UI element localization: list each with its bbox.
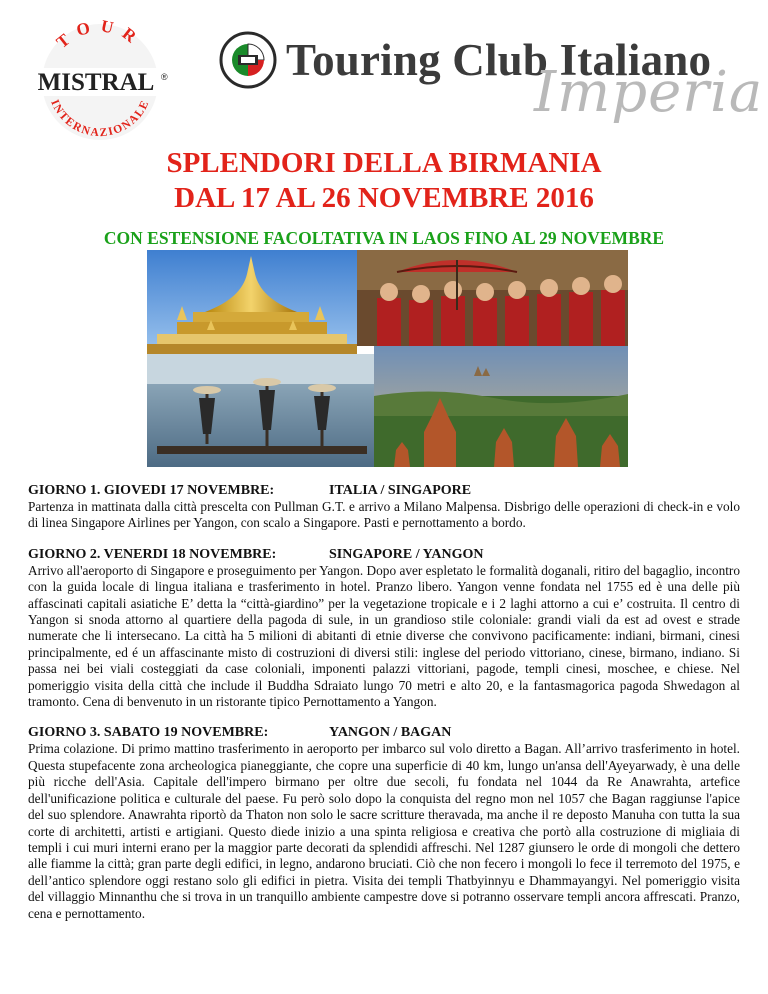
leg-rowers-photo — [147, 354, 374, 467]
day-route: YANGON / BAGAN — [329, 725, 452, 741]
day-1 — [28, 482, 740, 532]
day-heading — [28, 724, 740, 741]
mistral-logo — [30, 18, 170, 143]
mistral-ring-top: TOUR — [52, 18, 148, 52]
page-title-line1: SPLENDORI DELLA BIRMANIA — [166, 147, 602, 179]
itinerary — [28, 482, 740, 936]
bagan-temples-photo — [374, 346, 628, 467]
golden-pagoda-photo — [147, 250, 357, 354]
day-heading — [28, 482, 740, 499]
tci-imperia-subtitle: Imperia — [534, 60, 764, 125]
mistral-brand: MISTRAL — [37, 69, 155, 96]
day-3 — [28, 724, 740, 921]
monks-umbrella-photo — [357, 250, 628, 346]
tci-name: Touring Club Italiano — [286, 35, 712, 85]
day-date: GIORNO 1. GIOVEDI 17 NOVEMBRE: — [28, 483, 275, 498]
registered-mark: ® — [161, 72, 168, 82]
page-subtitle: CON ESTENSIONE FACOLTATIVA IN LAOS FINO AL 29 NOVEMBRE — [103, 228, 665, 248]
day-2 — [28, 546, 740, 711]
day-date: GIORNO 3. SABATO 19 NOVEMBRE: — [28, 725, 269, 741]
page-title-line2: DAL 17 AL 26 NOVEMBRE 2016 — [174, 182, 594, 214]
day-route: ITALIA / SINGAPORE — [329, 483, 472, 498]
tci-emblem-icon — [218, 30, 278, 90]
day-description: Prima colazione. Di primo mattino trasferimento in aeroporto per imbarco sul volo diretto a Bagan. All’arrivo trasferimento in hotel. Questa stupefacente zona archeologica pianeggiante, che copre una superficie di 40 km, lungo un'ansa dell'Ayeyarwady, è una delle più ricche dell'Asia. Capitale dell'impero birmano per oltre due secoli, fu fondata nel 1044 da Re Anawrahta, artefice dell'unificazione politica e culturale del paese. Fu però solo dopo la conquista del regno mon nel 1057 che Bagan raggiunse l'apice del suo splendore. Anawrahta riportò da Thaton non solo le sacre scritture theravada, ma anche il re deposto Manuha con tutta la sua corte di architetti, artisti e artigiani. Questo diede inizio a una spinta religiosa e creativa che portò alla costruzione di migliaia di templi i cui muri interni erano per la maggior parte decorati da splendidi affreschi. Nel 1287 giunsero le orde di mongoli che dettero alle fiamme la città; gran parte degli edifici, in legno, andarono bruciati. Ciò che non fecero i mongoli lo fece il terremoto del 1975, e dell’antico splendore oggi restano solo gli edifici in pietra. Visita dei templi Thatbyinnyu e Dhammayangyi. Nel pomeriggio visita del villaggio Minnanthu che si trova in un tranquillo ambiente campestre dove si potranno osservare templi ancora affrescati. Pranzo, cena e pernottamento. — [28, 741, 740, 921]
photo-collage — [147, 250, 628, 467]
day-description: Arrivo all'aeroporto di Singapore e proseguimento per Yangon. Dopo aver espletato le formalità doganali, ritiro del bagaglio, incontro con la guida locale di lingua italiana e trasferimento in hotel. Pranzo libero. Yangon venne fondata nel 1755 ed è una delle più affascinati capitali asiatiche E’ detta la “città-giardino” per la vegetazione tropicale e i 2 laghi attorno a cui e’ costruita. Il centro di Yangon si snoda attorno al quartiere della pagoda di sule, in un grandioso stile coloniale: grandi viali da est ad ovest e strade numerate che li intersecano. La città ha 5 milioni di abitanti di etnie diverse che convivono pacificamente: indiani, birmani, cinesi principalmente, ed é un affascinante misto di costruzioni di diversi stili: inglese del periodo vittoriano, cinese, birmano, indiano. Si passa nei bei viali costeggiati da case coloniali, imponenti palazzi vittoriani, pagode, templi cinesi, moschee, e chiese. Nel pomeriggio visita della città che include il Buddha Sdraiato lungo 70 metri e alto 20, e la fantasmagorica pagoda Shwedagon al tramonto. Cena di benvenuto in un ristorante tipico Pernottamento a Yangon. — [28, 562, 740, 710]
touring-club-logo — [218, 30, 764, 140]
day-description: Partenza in mattinata dalla città prescelta con Pullman G.T. e arrivo a Milano Malpensa. Disbrigo delle operazioni di check-in e volo di linea Singapore Airlines per Yangon, con scalo a Singapore. Pasti e pernottamento a bordo. — [28, 499, 740, 531]
day-heading — [28, 546, 740, 563]
day-date: GIORNO 2. VENERDI 18 NOVEMBRE: — [28, 546, 277, 562]
mistral-ring-bottom: INTERNAZIONALE — [48, 97, 152, 140]
day-route: SINGAPORE / YANGON — [329, 546, 484, 562]
